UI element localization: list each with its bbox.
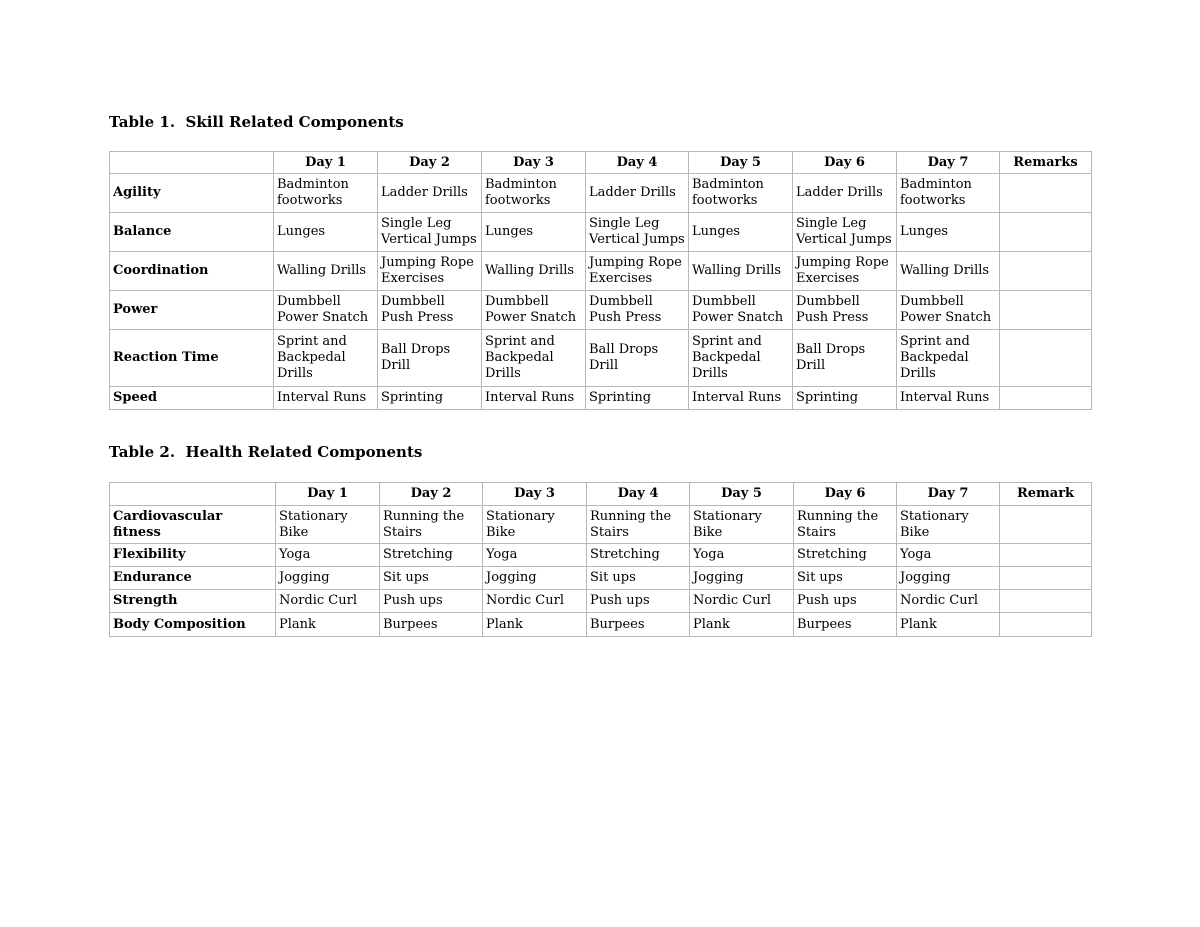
table1-caption: Table 1. Skill Related Components [109, 113, 404, 131]
row-label: Cardiovascular fitness [110, 506, 276, 544]
table-row [110, 174, 1092, 213]
table1-header-remarks: Remarks [1000, 152, 1092, 174]
activity-cell: Walling Drills [897, 252, 1000, 291]
activity-cell: Sprint and Backpedal Drills [482, 330, 586, 387]
activity-cell: Dumbbell Power Snatch [482, 291, 586, 330]
table-row [110, 252, 1092, 291]
table2-header-day5: Day 5 [690, 483, 794, 506]
activity-cell: Burpees [380, 613, 483, 637]
remarks-cell [1000, 291, 1092, 330]
activity-cell: Burpees [794, 613, 897, 637]
activity-cell: Ball Drops Drill [378, 330, 482, 387]
table-row [110, 387, 1092, 410]
table-row [110, 506, 1092, 544]
activity-cell: Nordic Curl [483, 590, 587, 613]
activity-cell: Lunges [482, 213, 586, 252]
row-label: Reaction Time [110, 330, 274, 387]
remarks-cell [1000, 330, 1092, 387]
table1-header-day2: Day 2 [378, 152, 482, 174]
remarks-cell [1000, 506, 1092, 544]
table2-header-day7: Day 7 [897, 483, 1000, 506]
activity-cell: Single Leg Vertical Jumps [793, 213, 897, 252]
table-row [110, 613, 1092, 637]
activity-cell: Badminton footworks [482, 174, 586, 213]
activity-cell: Lunges [274, 213, 378, 252]
activity-cell: Stretching [380, 544, 483, 567]
activity-cell: Push ups [794, 590, 897, 613]
activity-cell: Lunges [689, 213, 793, 252]
table-row [110, 567, 1092, 590]
table1-header-corner [110, 152, 274, 174]
activity-cell: Ball Drops Drill [793, 330, 897, 387]
activity-cell: Single Leg Vertical Jumps [378, 213, 482, 252]
activity-cell: Ball Drops Drill [586, 330, 689, 387]
activity-cell: Plank [276, 613, 380, 637]
table2-header-day2: Day 2 [380, 483, 483, 506]
row-label: Coordination [110, 252, 274, 291]
activity-cell: Sprinting [378, 387, 482, 410]
activity-cell: Sit ups [587, 567, 690, 590]
activity-cell: Burpees [587, 613, 690, 637]
activity-cell: Stretching [794, 544, 897, 567]
row-label: Agility [110, 174, 274, 213]
table-row [110, 291, 1092, 330]
table1-header-day7: Day 7 [897, 152, 1000, 174]
table-row [110, 213, 1092, 252]
activity-cell: Stationary Bike [690, 506, 794, 544]
activity-cell: Running the Stairs [380, 506, 483, 544]
table1-header-day3: Day 3 [482, 152, 586, 174]
activity-cell: Push ups [380, 590, 483, 613]
row-label: Flexibility [110, 544, 276, 567]
activity-cell: Interval Runs [689, 387, 793, 410]
activity-cell: Plank [483, 613, 587, 637]
activity-cell: Dumbbell Push Press [586, 291, 689, 330]
table2-header-day4: Day 4 [587, 483, 690, 506]
activity-cell: Ladder Drills [793, 174, 897, 213]
table1-header-row [110, 152, 1092, 174]
activity-cell: Sprint and Backpedal Drills [689, 330, 793, 387]
table-row [110, 590, 1092, 613]
health-components-table [109, 482, 1092, 637]
activity-cell: Walling Drills [274, 252, 378, 291]
activity-cell: Running the Stairs [794, 506, 897, 544]
activity-cell: Sit ups [380, 567, 483, 590]
activity-cell: Sprint and Backpedal Drills [274, 330, 378, 387]
remarks-cell [1000, 544, 1092, 567]
remarks-cell [1000, 590, 1092, 613]
row-label: Balance [110, 213, 274, 252]
table2-header-remark: Remark [1000, 483, 1092, 506]
activity-cell: Yoga [483, 544, 587, 567]
activity-cell: Sprint and Backpedal Drills [897, 330, 1000, 387]
row-label: Endurance [110, 567, 276, 590]
table2-caption: Table 2. Health Related Components [109, 443, 423, 461]
activity-cell: Jogging [276, 567, 380, 590]
table1-header-day5: Day 5 [689, 152, 793, 174]
activity-cell: Ladder Drills [586, 174, 689, 213]
activity-cell: Badminton footworks [897, 174, 1000, 213]
activity-cell: Nordic Curl [276, 590, 380, 613]
remarks-cell [1000, 387, 1092, 410]
activity-cell: Stationary Bike [483, 506, 587, 544]
table2-header-row [110, 483, 1092, 506]
table2-header-day1: Day 1 [276, 483, 380, 506]
skill-components-table [109, 151, 1092, 410]
activity-cell: Plank [897, 613, 1000, 637]
activity-cell: Dumbbell Push Press [793, 291, 897, 330]
activity-cell: Sit ups [794, 567, 897, 590]
activity-cell: Jumping Rope Exercises [793, 252, 897, 291]
remarks-cell [1000, 213, 1092, 252]
remarks-cell [1000, 252, 1092, 291]
activity-cell: Walling Drills [482, 252, 586, 291]
activity-cell: Stationary Bike [276, 506, 380, 544]
activity-cell: Nordic Curl [690, 590, 794, 613]
activity-cell: Stationary Bike [897, 506, 1000, 544]
activity-cell: Badminton footworks [689, 174, 793, 213]
activity-cell: Sprinting [586, 387, 689, 410]
activity-cell: Jogging [690, 567, 794, 590]
activity-cell: Yoga [276, 544, 380, 567]
table2-header-day6: Day 6 [794, 483, 897, 506]
activity-cell: Interval Runs [482, 387, 586, 410]
row-label: Strength [110, 590, 276, 613]
activity-cell: Dumbbell Power Snatch [897, 291, 1000, 330]
activity-cell: Badminton footworks [274, 174, 378, 213]
activity-cell: Dumbbell Push Press [378, 291, 482, 330]
activity-cell: Nordic Curl [897, 590, 1000, 613]
row-label: Body Composition [110, 613, 276, 637]
remarks-cell [1000, 174, 1092, 213]
table1-header-day6: Day 6 [793, 152, 897, 174]
activity-cell: Interval Runs [897, 387, 1000, 410]
activity-cell: Jumping Rope Exercises [378, 252, 482, 291]
activity-cell: Lunges [897, 213, 1000, 252]
activity-cell: Yoga [897, 544, 1000, 567]
activity-cell: Dumbbell Power Snatch [689, 291, 793, 330]
remarks-cell [1000, 613, 1092, 637]
activity-cell: Single Leg Vertical Jumps [586, 213, 689, 252]
activity-cell: Jumping Rope Exercises [586, 252, 689, 291]
row-label: Speed [110, 387, 274, 410]
table2-header-day3: Day 3 [483, 483, 587, 506]
activity-cell: Jogging [483, 567, 587, 590]
activity-cell: Jogging [897, 567, 1000, 590]
table1-header-day1: Day 1 [274, 152, 378, 174]
activity-cell: Push ups [587, 590, 690, 613]
activity-cell: Ladder Drills [378, 174, 482, 213]
table1-header-day4: Day 4 [586, 152, 689, 174]
table-row [110, 330, 1092, 387]
row-label: Power [110, 291, 274, 330]
activity-cell: Interval Runs [274, 387, 378, 410]
activity-cell: Running the Stairs [587, 506, 690, 544]
remarks-cell [1000, 567, 1092, 590]
activity-cell: Walling Drills [689, 252, 793, 291]
table2-header-corner [110, 483, 276, 506]
activity-cell: Yoga [690, 544, 794, 567]
activity-cell: Dumbbell Power Snatch [274, 291, 378, 330]
activity-cell: Plank [690, 613, 794, 637]
activity-cell: Stretching [587, 544, 690, 567]
table-row [110, 544, 1092, 567]
activity-cell: Sprinting [793, 387, 897, 410]
